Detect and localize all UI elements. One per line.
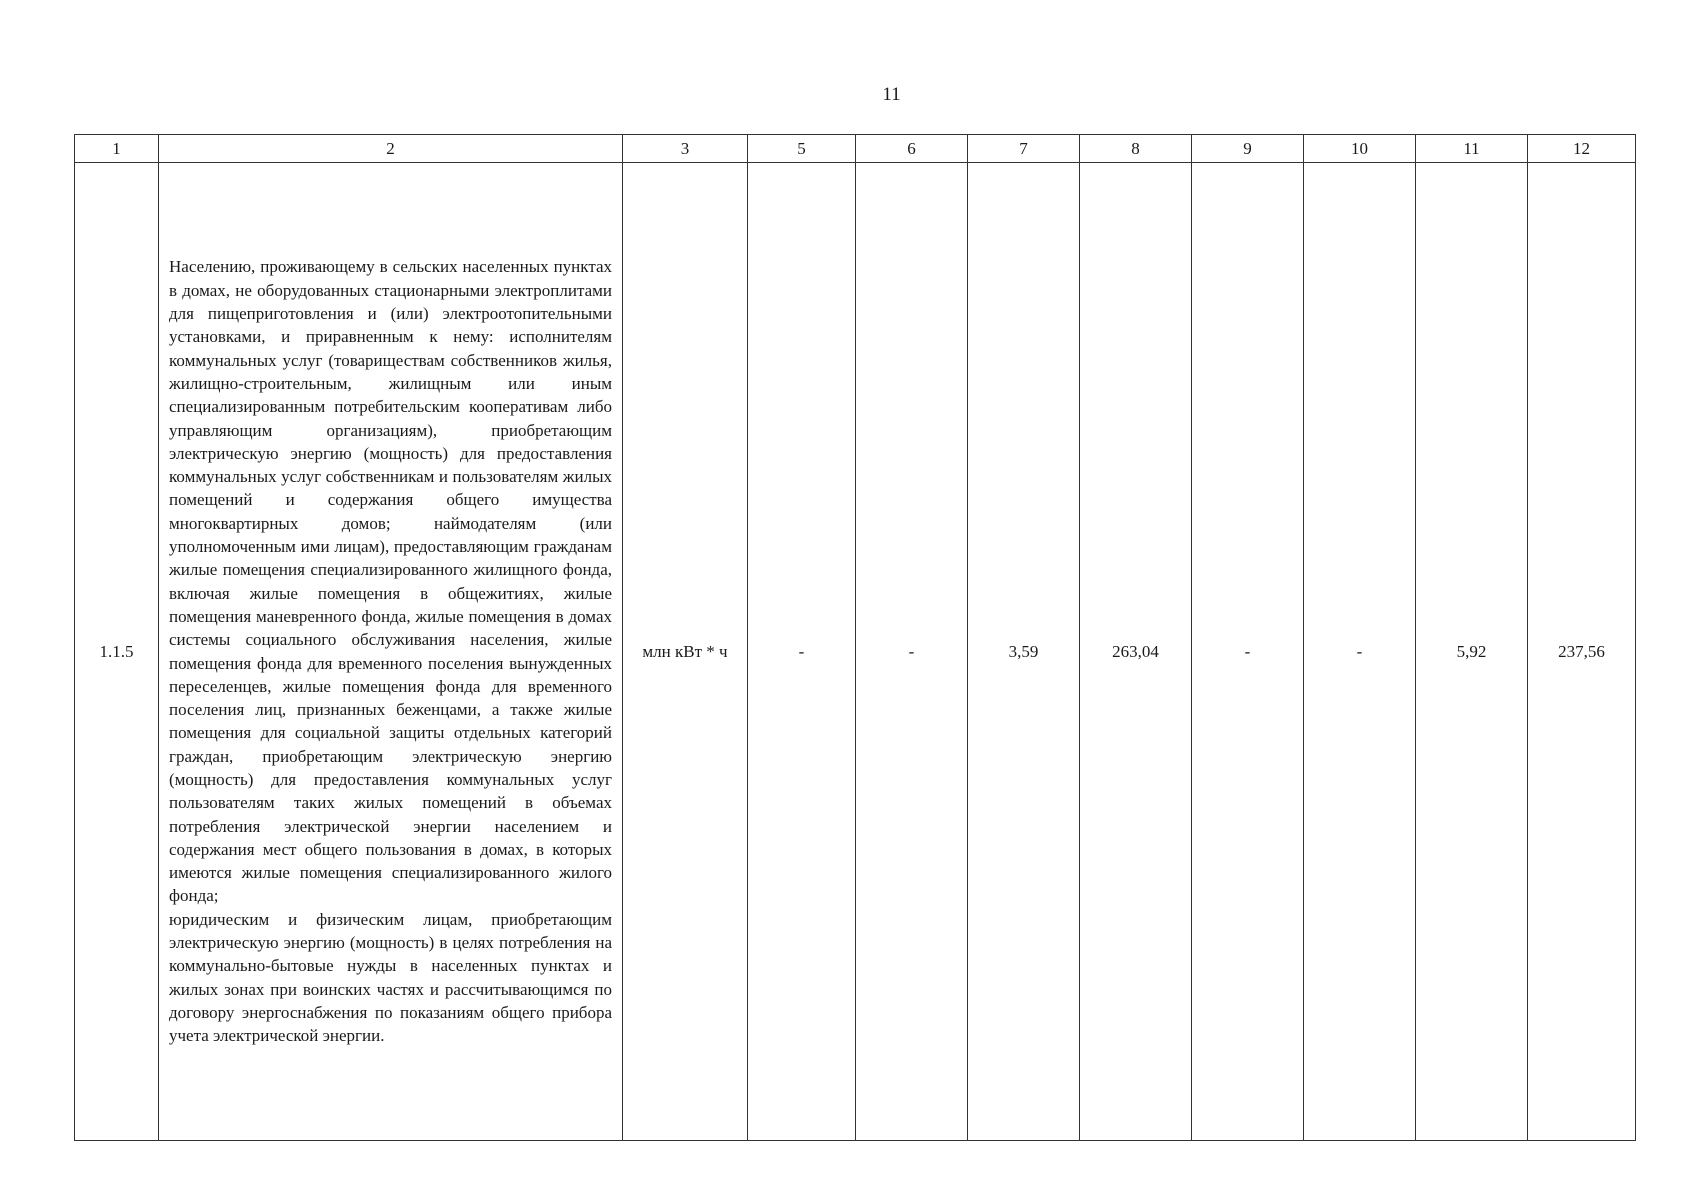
header-cell-7: 7	[968, 135, 1080, 163]
header-cell-5: 5	[748, 135, 856, 163]
description-text	[159, 255, 622, 1047]
row-col-6: -	[856, 163, 968, 1141]
description-paragraph-2: юридическим и физическим лицам, приобретающим электрическую энергию (мощность) в целях потребления на коммунально-бытовые нужды в населенных пунктах и жилых зонах при воинских частях и рассчитывающимся по договору энергоснабжения по показаниям общего прибора учета электрической энергии.	[169, 909, 612, 1046]
header-cell-2: 2	[159, 135, 623, 163]
row-col-10: -	[1304, 163, 1416, 1141]
header-cell-1: 1	[75, 135, 159, 163]
header-cell-11: 11	[1416, 135, 1528, 163]
row-col-12: 237,56	[1528, 163, 1636, 1141]
row-description	[159, 163, 623, 1141]
header-cell-12: 12	[1528, 135, 1636, 163]
table-row	[75, 163, 1636, 1141]
header-cell-10: 10	[1304, 135, 1416, 163]
description-paragraph-1: Населению, проживающему в сельских населенных пунктах в домах, не оборудованных стационарными электроплитами для пищеприготовления и (или) электроотопительными установками, и приравненным к нему: исполнителям коммунальных услуг (товариществам собственников жилья, жилищно-строительным, жилищным или иным специализированным потребительским кооперативам либо управляющим организациям), приобретающим электрическую энергию (мощность) для предоставления коммунальных услуг собственникам и пользователям жилых помещений и содержания общего имущества многоквартирных домов; наймодателям (или уполномоченным ими лицам), предоставляющим гражданам жилые помещения специализированного жилищного фонда, включая жилые помещения в общежитиях, жилые помещения маневренного фонда, жилые помещения в домах системы социального обслуживания населения, жилые помещения фонда для временного поселения вынужденных переселенцев, жилые помещения фонда для временного поселения лиц, признанных беженцами, а также жилые помещения для социальной защиты отдельных категорий граждан, приобретающим электрическую энергию (мощность) для предоставления коммунальных услуг пользователям таких жилых помещений в объемах потребления электрической энергии населением и содержания мест общего пользования в домах, в которых имеются жилые помещения специализированного жилого фонда;	[169, 257, 612, 906]
row-col-11: 5,92	[1416, 163, 1528, 1141]
row-col-8: 263,04	[1080, 163, 1192, 1141]
header-cell-6: 6	[856, 135, 968, 163]
row-code: 1.1.5	[75, 163, 159, 1141]
header-row	[75, 135, 1636, 163]
tariff-table	[74, 134, 1636, 1141]
row-unit: млн кВт * ч	[623, 163, 748, 1141]
header-cell-3: 3	[623, 135, 748, 163]
header-cell-9: 9	[1192, 135, 1304, 163]
row-col-7: 3,59	[968, 163, 1080, 1141]
row-col-5: -	[748, 163, 856, 1141]
row-col-9: -	[1192, 163, 1304, 1141]
page-number: 11	[882, 84, 901, 105]
header-cell-8: 8	[1080, 135, 1192, 163]
